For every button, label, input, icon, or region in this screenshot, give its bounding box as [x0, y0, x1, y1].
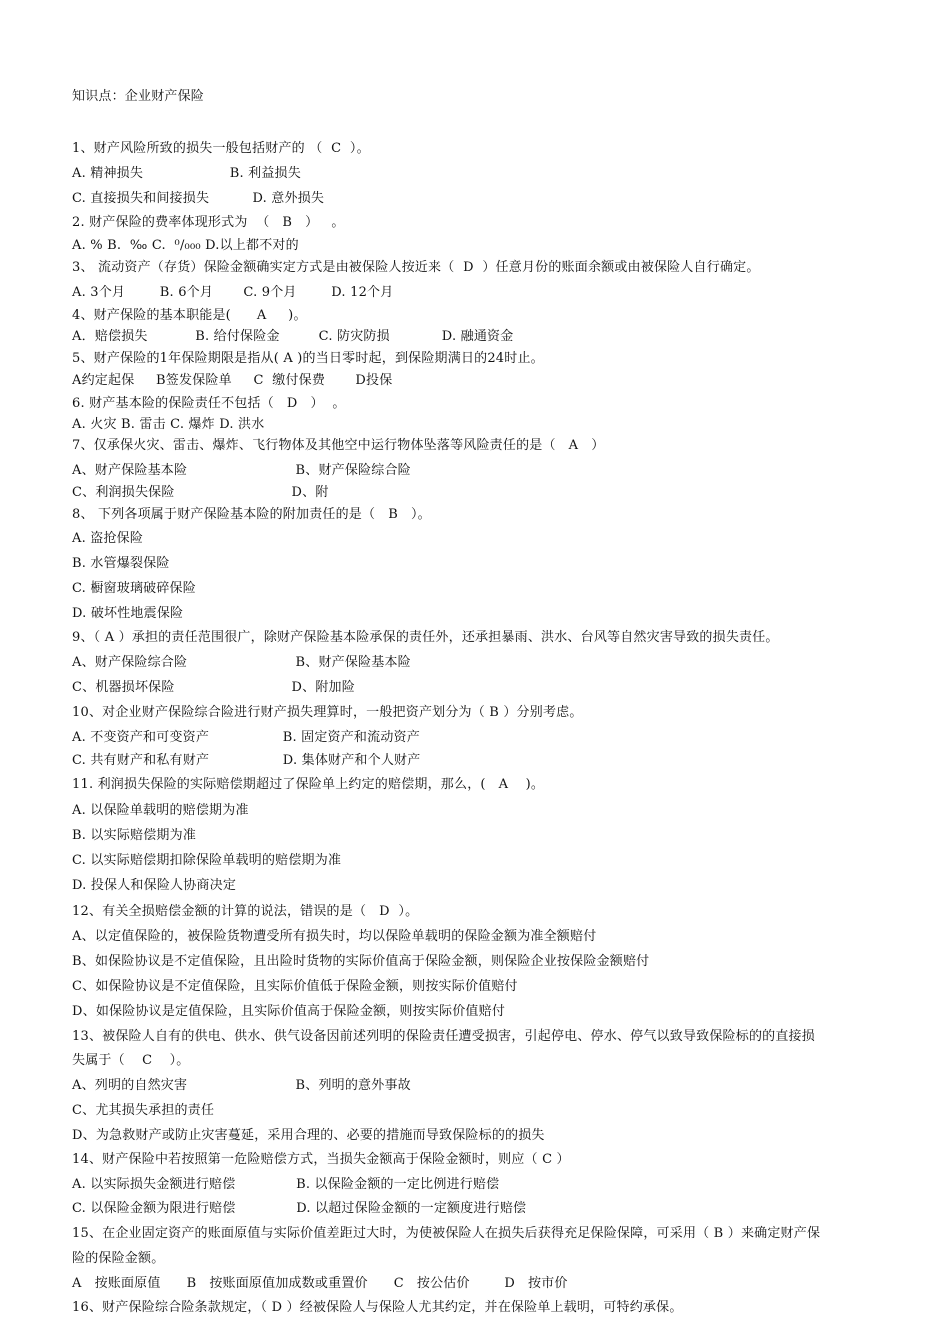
text-line: C. 共有财产和私有财产 D. 集体财产和个人财产 [72, 753, 421, 768]
text-line: 3、 流动资产（存货）保险金额确实定方式是由被保险人按近来（ D ）任意月份的账面余额或由被保险人自行确定。 [72, 260, 760, 275]
text-line: D. 投保人和保险人协商决定 [72, 878, 237, 893]
text-line: B. 以实际赔偿期为准 [72, 828, 197, 843]
text-line: D. 破坏性地震保险 [72, 606, 184, 621]
text-line: C. 直接损失和间接损失 D. 意外损失 [72, 191, 325, 206]
text-line: A. 3个月 B. 6个月 C. 9个月 D. 12个月 [72, 285, 394, 300]
text-line: B、如保险协议是不定值保险，且出险时货物的实际价值高于保险金额，则保险企业按保险金额赔付 [72, 954, 650, 969]
text-line: D、为急救财产或防止灾害蔓延，采用合理的、必要的措施而导致保险标的的损失 [72, 1128, 545, 1143]
text-line: A、财产保险基本险 B、财产保险综合险 [72, 463, 411, 478]
text-line: D、如保险协议是定值保险，且实际价值高于保险金额，则按实际价值赔付 [72, 1004, 506, 1019]
text-line: 15、在企业固定资产的账面原值与实际价值差距过大时，为使被保险人在损失后获得充足保险保障，可采用（ B ）来确定财产保 [72, 1226, 821, 1241]
text-line: 14、财产保险中若按照第一危险赔偿方式，当损失金额高于保险金额时，则应（ C ） [72, 1152, 570, 1167]
text-line: A. % B. ‰ C. ⁰/₀₀₀ D.以上都不对的 [72, 238, 299, 253]
text-line: C、如保险协议是不定值保险，且实际价值低于保险金额，则按实际价值赔付 [72, 979, 518, 994]
text-line: A．赔偿损失 B. 给付保险金 C. 防灾防损 D. 融通资金 [72, 329, 514, 344]
text-line: A. 以实际损失金额进行赔偿 B. 以保险金额的一定比例进行赔偿 [72, 1177, 500, 1192]
text-line: A. 盗抢保险 [72, 531, 144, 546]
text-line: A、财产保险综合险 B、财产保险基本险 [72, 655, 411, 670]
text-line: 4、财产保险的基本职能是( A )。 [72, 308, 307, 323]
text-line: 8、 下列各项属于财产保险基本险的附加责任的是（ B ）。 [72, 507, 431, 522]
text-line: A约定起保 B签发保险单 C 缴付保费 D投保 [72, 373, 393, 388]
text-line: A 按账面原值 B 按账面原值加成数或重置价 C 按公估价 D 按市价 [72, 1276, 568, 1291]
text-line: A. 火灾 B. 雷击 C. 爆炸 D. 洪水 [72, 417, 265, 432]
text-line: 11. 利润损失保险的实际赔偿期超过了保险单上约定的赔偿期，那么，( A )。 [72, 777, 545, 792]
text-line: 16、财产保险综合险条款规定，（ D ）经被保险人与保险人尤其约定，并在保险单上载明，可特约承保。 [72, 1300, 683, 1315]
text-line: 9、（ A ）承担的责任范围很广，除财产保险基本险承保的责任外，还承担暴雨、洪水、台风等自然灾害导致的损失责任。 [72, 630, 779, 645]
text-line: A. 精神损失 B. 利益损失 [72, 166, 301, 181]
text-line: C、尤其损失承担的责任 [72, 1103, 215, 1118]
text-line: 10、对企业财产保险综合险进行财产损失理算时，一般把资产划分为（ B ）分别考虑。 [72, 705, 583, 720]
text-line: C、机器损坏保险 D、附加险 [72, 680, 355, 695]
text-line: 2. 财产保险的费率体现形式为 （ B ） 。 [72, 215, 345, 230]
page-title: 知识点：企业财产保险 [72, 89, 205, 104]
text-line: B. 水管爆裂保险 [72, 556, 170, 571]
text-line: 1、财产风险所致的损失一般包括财产的 （ C ）。 [72, 141, 370, 156]
text-line: A. 以保险单载明的赔偿期为准 [72, 803, 249, 818]
text-line: C、利润损失保险 D、附 [72, 485, 329, 500]
text-line: 失属于（ C ）。 [72, 1053, 190, 1068]
text-line: 险的保险金额。 [72, 1251, 165, 1266]
text-line: 6. 财产基本险的保险责任不包括（ D ） 。 [72, 396, 346, 411]
text-line: C. 以实际赔偿期扣除保险单载明的赔偿期为准 [72, 853, 342, 868]
text-line: 5、财产保险的1年保险期限是指从( A )的当日零时起，到保险期满日的24时止。 [72, 351, 544, 366]
text-line: C. 橱窗玻璃破碎保险 [72, 581, 196, 596]
text-line: A、以定值保险的，被保险货物遭受所有损失时，均以保险单载明的保险金额为准全额赔付 [72, 929, 597, 944]
text-line: C. 以保险金额为限进行赔偿 D. 以超过保险金额的一定额度进行赔偿 [72, 1201, 527, 1216]
text-line: 13、被保险人自有的供电、供水、供气设备因前述列明的保险责任遭受损害，引起停电、停水、停气以致导致保险标的的直接损 [72, 1029, 815, 1044]
text-line: 7、仅承保火灾、雷击、爆炸、飞行物体及其他空中运行物体坠落等风险责任的是（ A ） [72, 438, 605, 453]
text-line: 12、有关全损赔偿金额的计算的说法，错误的是（ D ）。 [72, 904, 419, 919]
text-line: A、列明的自然灾害 B、列明的意外事故 [72, 1078, 411, 1093]
text-line: A. 不变资产和可变资产 B. 固定资产和流动资产 [72, 730, 420, 745]
